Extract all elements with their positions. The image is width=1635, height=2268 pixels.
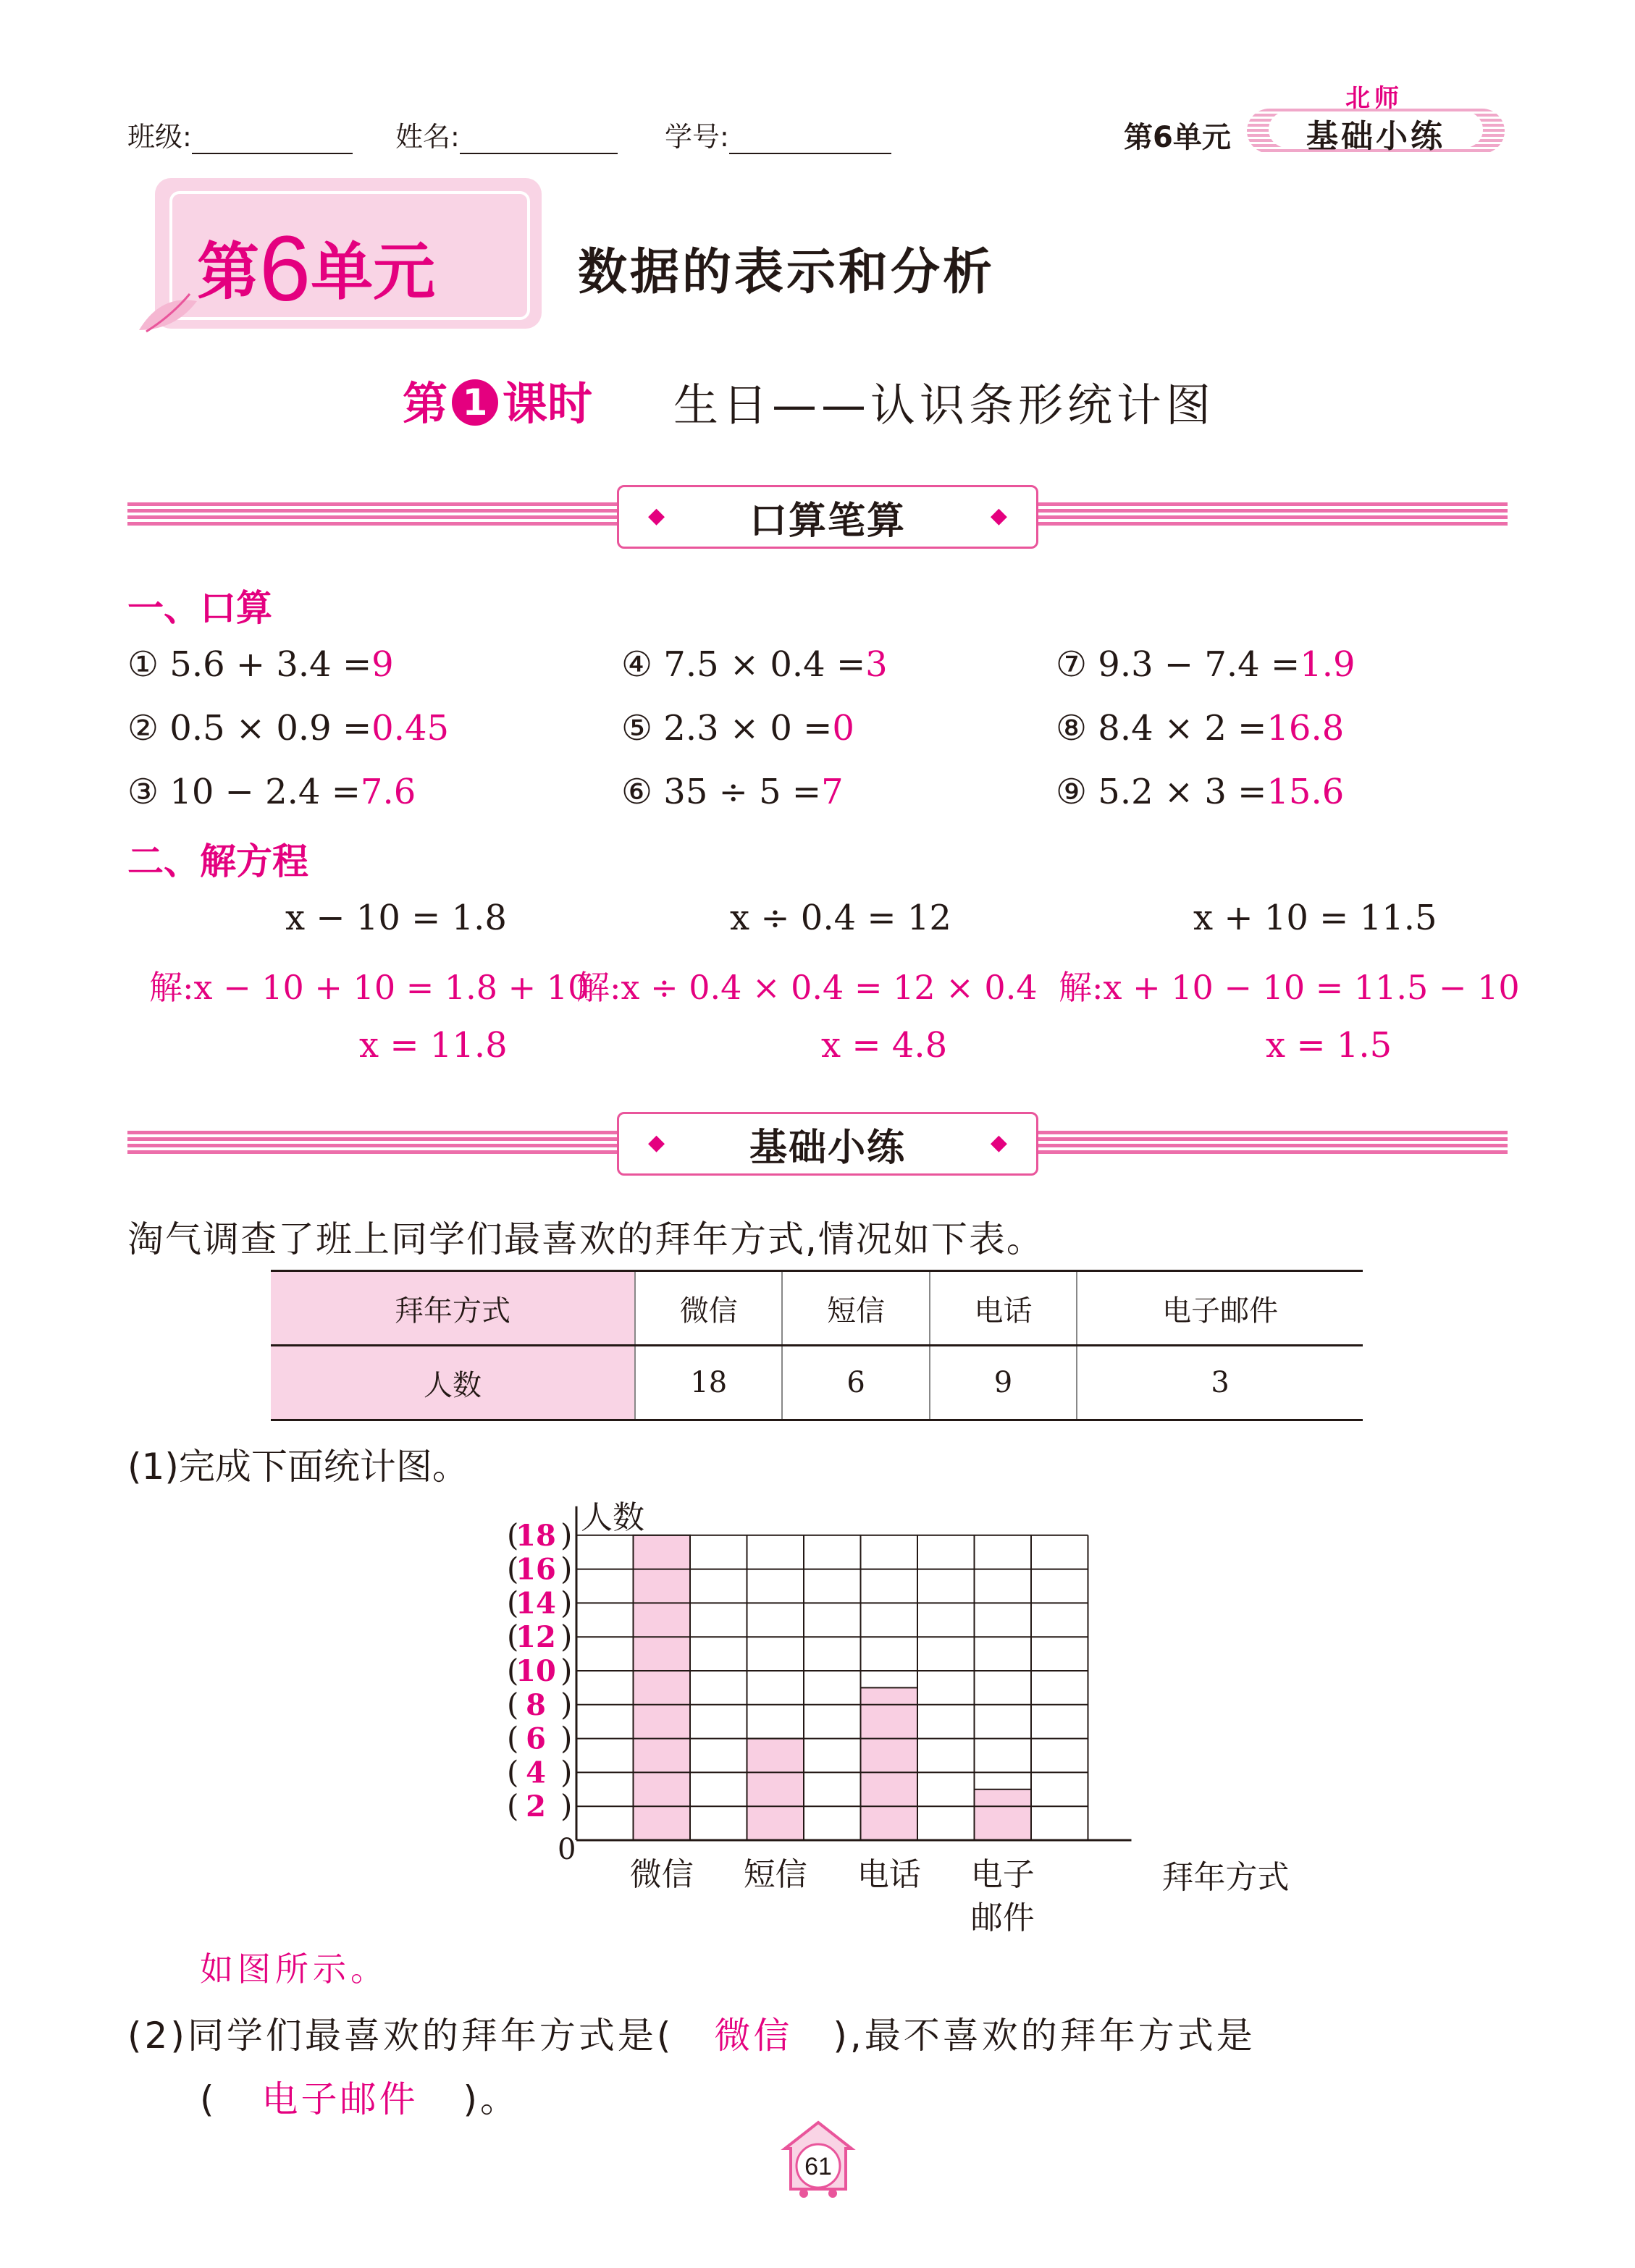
chart-bar [747, 1739, 804, 1840]
calc-answer: 3 [865, 644, 888, 685]
bar-chart [463, 1491, 1290, 1940]
calc-answer: 15.6 [1266, 772, 1345, 812]
name-blank[interactable] [460, 128, 618, 154]
survey-table [271, 1270, 1363, 1421]
y-tick-paren: ) [560, 1517, 573, 1553]
y-tick-paren: ( [507, 1754, 519, 1790]
part2-text: )。 [463, 2078, 520, 2120]
table-header-cell: 人数 [271, 1346, 635, 1420]
q2-title: 二、解方程 [127, 840, 308, 882]
number-blank[interactable] [729, 128, 891, 154]
y-tick-paren: ( [507, 1788, 519, 1824]
section1-title: 口算笔算 [749, 499, 906, 543]
table-cell: 9 [930, 1346, 1077, 1420]
calc-item: ④ 7.5 × 0.4 =3 [621, 644, 888, 685]
calc-item: ⑤ 2.3 × 0 =0 [621, 708, 854, 749]
x-tick-label: 电话 [857, 1856, 921, 1893]
q1-title: 一、口算 [127, 587, 272, 629]
y-tick-label: 12 [516, 1620, 556, 1655]
y-tick-label: 6 [526, 1721, 546, 1756]
y-tick-paren: ) [560, 1720, 573, 1756]
solution-result: x = 11.8 [359, 1025, 508, 1066]
class-field[interactable] [127, 114, 353, 154]
class-blank[interactable] [192, 128, 353, 154]
page-number-badge [782, 2120, 854, 2199]
unit-badge [155, 178, 542, 329]
lesson-number: 1 [452, 379, 498, 426]
part1-answer: 如图所示。 [200, 1949, 388, 1989]
table-cell: 短信 [782, 1271, 929, 1346]
y-axis-label: 人数 [581, 1498, 644, 1536]
y-tick-label: 14 [516, 1586, 556, 1621]
calc-answer: 7 [821, 772, 844, 812]
calc-item: ③ 10 − 2.4 =7.6 [127, 772, 416, 812]
class-label: 班级: [127, 121, 192, 153]
table-cell: 电子邮件 [1077, 1271, 1363, 1346]
number-field[interactable] [665, 114, 891, 154]
y-tick-paren: ) [560, 1686, 573, 1722]
y-tick-paren: ( [507, 1551, 519, 1587]
calc-answer: 7.6 [360, 772, 416, 812]
equation: x ÷ 0.4 = 12 [730, 898, 951, 938]
y-tick-paren: ( [507, 1720, 519, 1756]
diamond-icon: ◆ [648, 1130, 665, 1155]
x-tick-label: 短信 [743, 1856, 807, 1893]
leaf-icon [132, 287, 204, 337]
calc-answer: 9 [371, 644, 394, 685]
solution-step: 解:x ÷ 0.4 × 0.4 = 12 × 0.4 [576, 968, 1038, 1007]
diamond-icon: ◆ [648, 503, 665, 528]
y-tick-label: 2 [526, 1789, 546, 1824]
table-cell: 6 [782, 1346, 929, 1420]
y-tick-label: 8 [526, 1687, 546, 1722]
calc-item: ⑨ 5.2 × 3 =15.6 [1056, 772, 1345, 812]
table-row [271, 1271, 1363, 1346]
chart-bar [975, 1789, 1032, 1840]
part2-answer-least: 电子邮件 [261, 2078, 419, 2120]
table-cell: 18 [635, 1346, 782, 1420]
equation: x − 10 = 1.8 [285, 898, 507, 938]
name-field[interactable] [395, 114, 618, 154]
part2-line2 [200, 2070, 519, 2122]
unit-badge-suffix: 单元 [311, 236, 436, 308]
y-tick-paren: ) [560, 1754, 573, 1790]
y-tick-label: 10 [516, 1654, 556, 1688]
problem-intro: 淘气调查了班上同学们最喜欢的拜年方式,情况如下表。 [127, 1218, 1044, 1260]
diamond-icon: ◆ [990, 503, 1007, 528]
diamond-icon: ◆ [990, 1130, 1007, 1155]
solution-result: x = 4.8 [821, 1025, 948, 1066]
part2-answer-most: 微信 [714, 2015, 793, 2057]
y-tick-paren: ( [507, 1686, 519, 1722]
solution-step: 解:x − 10 + 10 = 1.8 + 10 [149, 968, 589, 1007]
unit-title: 数据的表示和分析 [578, 244, 996, 301]
section2-header [617, 1112, 1038, 1176]
y-tick-paren: ( [507, 1517, 519, 1553]
lesson-title: 生日——认识条形统计图 [673, 379, 1216, 431]
header-unit-label: 第6单元 [1124, 121, 1231, 154]
calc-answer: 1.9 [1300, 644, 1356, 685]
chart-bar [861, 1687, 918, 1840]
chart-bar [634, 1535, 691, 1840]
part2-line1 [127, 2007, 1256, 2059]
x-tick-label: 邮件 [970, 1900, 1035, 1936]
calc-item: ⑥ 35 ÷ 5 =7 [621, 772, 844, 812]
calc-answer: 0.45 [371, 708, 450, 749]
number-label: 学号: [665, 121, 729, 153]
lesson-badge [403, 368, 592, 432]
calc-item: ⑦ 9.3 − 7.4 =1.9 [1056, 644, 1356, 685]
y-tick-paren: ) [560, 1551, 573, 1587]
y-tick-label: 16 [516, 1552, 556, 1587]
origin-label: 0 [558, 1833, 576, 1866]
calc-item: ① 5.6 + 3.4 =9 [127, 644, 394, 685]
section2-title: 基础小练 [749, 1126, 906, 1170]
calc-answer: 0 [832, 708, 854, 749]
lesson-prefix: 第 [403, 377, 448, 430]
brand-badge [1247, 109, 1505, 153]
unit-badge-number: 6 [259, 217, 311, 321]
y-tick-paren: ( [507, 1585, 519, 1621]
y-tick-label: 4 [526, 1755, 546, 1790]
unit-badge-prefix: 第 [197, 236, 259, 308]
y-tick-paren: ) [560, 1653, 573, 1688]
solution-step: 解:x + 10 − 10 = 11.5 − 10 [1059, 968, 1520, 1007]
y-tick-paren: ( [507, 1653, 519, 1688]
solution-result: x = 1.5 [1266, 1025, 1392, 1066]
calc-item: ⑧ 8.4 × 2 =16.8 [1056, 708, 1345, 749]
y-tick-label: 18 [516, 1518, 556, 1553]
table-header-cell: 拜年方式 [271, 1271, 635, 1346]
table-row [271, 1346, 1363, 1420]
table-cell: 电话 [930, 1271, 1077, 1346]
part2-text: ),最不喜欢的拜年方式是 [833, 2015, 1256, 2057]
y-tick-paren: ) [560, 1788, 573, 1824]
page-number: 61 [804, 2153, 832, 2180]
table-cell: 3 [1077, 1346, 1363, 1420]
part1-prompt: (1)完成下面统计图。 [127, 1446, 468, 1488]
lesson-suffix: 课时 [503, 377, 593, 430]
equation: x + 10 = 11.5 [1193, 898, 1437, 938]
y-tick-paren: ) [560, 1619, 573, 1655]
y-tick-paren: ( [507, 1619, 519, 1655]
section1-header [617, 485, 1038, 549]
x-tick-label: 电子 [970, 1856, 1035, 1893]
brand-top: 北师 [1345, 84, 1403, 113]
calc-item: ② 0.5 × 0.9 =0.45 [127, 708, 450, 749]
name-label: 姓名: [395, 121, 460, 153]
x-tick-label: 微信 [629, 1856, 694, 1893]
part2-text: (2)同学们最喜欢的拜年方式是( [127, 2015, 674, 2057]
brand-main: 基础小练 [1306, 118, 1445, 155]
calc-answer: 16.8 [1266, 708, 1345, 749]
y-tick-paren: ) [560, 1585, 573, 1621]
part2-text: ( [200, 2078, 217, 2120]
x-axis-label: 拜年方式 [1161, 1859, 1290, 1896]
table-cell: 微信 [635, 1271, 782, 1346]
